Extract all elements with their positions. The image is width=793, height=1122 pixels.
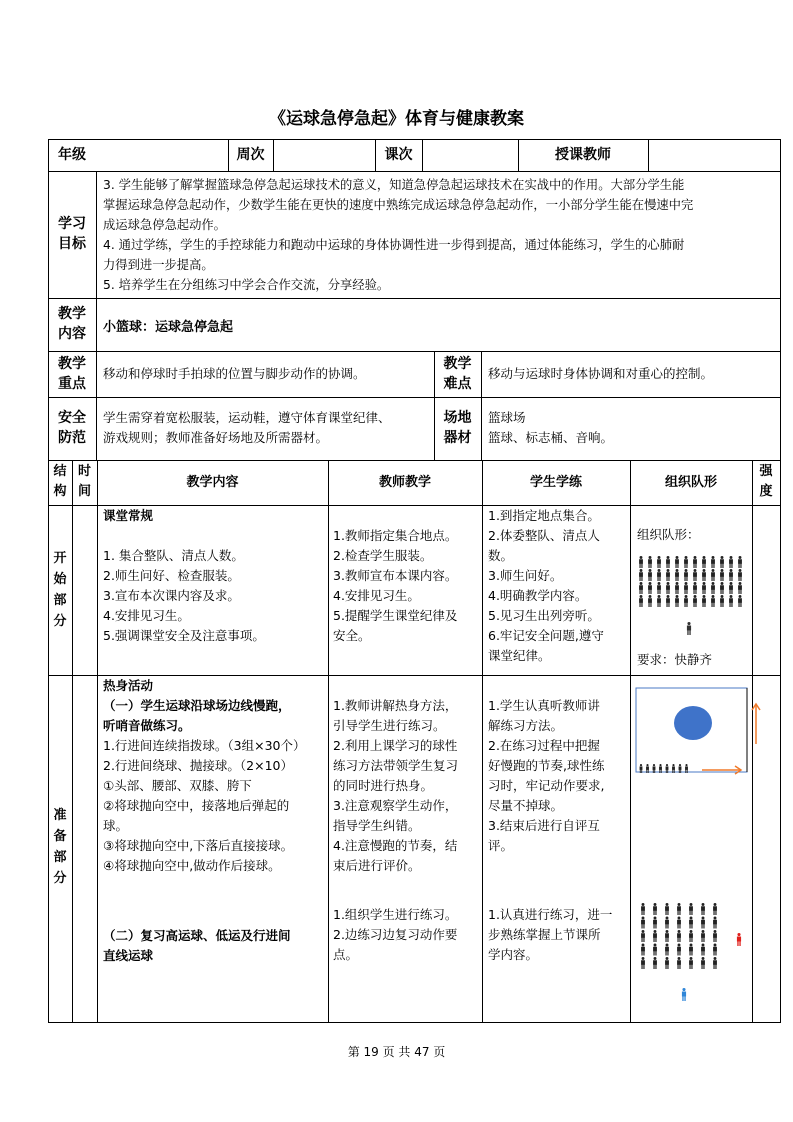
student-icon xyxy=(711,595,715,607)
objectives-label: 学习 目标 xyxy=(58,216,86,252)
safety-label: 安全 防范 xyxy=(58,410,86,446)
formation-header: 组织队形 xyxy=(664,474,717,490)
student-icon xyxy=(641,944,645,956)
student-icon xyxy=(711,556,715,568)
student-icon xyxy=(702,595,706,607)
review-formation-diagram xyxy=(637,903,749,1008)
start-content: 课堂常规 1. 集合整队、清点人数。 2.师生问好、检查服装。 3.宣布本次课内容及求。 4.安排见习生。 5.强调课堂安全及注意事项。 xyxy=(103,508,265,643)
structure-header: 结 构 xyxy=(53,464,67,499)
prep-student-1: 1.学生认真听教师讲 解练习方法。 2.在练习过程中把握 好慢跑的节奏,球性练 习时，牢记动作要求, 尽量不掉球。 3.结束后进行自评互 评。 xyxy=(488,698,605,853)
center-circle xyxy=(674,706,712,740)
student-icon xyxy=(665,930,669,942)
student-icon xyxy=(648,569,652,581)
prep-teacher-1: 1.教师讲解热身方法， 引导学生进行练习。 2.利用上课学习的球性 练习方法带领学生复习 的同时进行热身。 3.注意观察学生动作， 指导学生纠错。 4.注意慢跑的节奏，结 束后进行评价。 xyxy=(333,698,459,873)
week-label: 周次 xyxy=(236,147,265,163)
student-icon xyxy=(689,930,693,942)
student-icon xyxy=(639,595,643,607)
student-icon xyxy=(666,582,670,594)
student-icon xyxy=(641,930,645,942)
venue-label: 场地 器材 xyxy=(443,410,472,446)
student-icon xyxy=(738,556,742,568)
student-icon xyxy=(677,903,681,915)
student-icon xyxy=(720,582,724,594)
student-icon xyxy=(677,917,681,929)
student-icon xyxy=(675,569,679,581)
student-icon xyxy=(648,582,652,594)
student-icon xyxy=(729,556,733,568)
student-icon xyxy=(641,903,645,915)
student-icon xyxy=(684,582,688,594)
student-icon xyxy=(702,569,706,581)
student-icon xyxy=(701,944,705,956)
intensity-header: 强 度 xyxy=(759,464,773,499)
difficulty-label: 教学 难点 xyxy=(443,356,472,392)
student-icon xyxy=(657,582,661,594)
student-icon xyxy=(684,569,688,581)
time-header: 时 间 xyxy=(77,464,91,499)
formation-requirement: 要求：快静齐 xyxy=(637,652,713,667)
student-icon xyxy=(684,556,688,568)
student-icon xyxy=(701,957,705,969)
student-icon xyxy=(653,930,657,942)
content-label: 教学 内容 xyxy=(58,306,86,342)
student-icon xyxy=(701,930,705,942)
student-icon xyxy=(693,569,697,581)
key-points-value: 移动和停球时手拍球的位置与脚步动作的协调。 xyxy=(103,366,366,381)
student-icon xyxy=(738,595,742,607)
prep-section-label: 准 备 部 分 xyxy=(53,808,67,886)
student-icon xyxy=(641,917,645,929)
student-icon xyxy=(666,595,670,607)
teacher-icon xyxy=(687,622,691,635)
court-diagram xyxy=(634,682,780,782)
student-icon xyxy=(702,582,706,594)
student-icon xyxy=(653,903,657,915)
prep-student-2: 1.认真进行练习，进一 步熟练掌握上节课所 学内容。 xyxy=(488,907,613,962)
student-icon xyxy=(657,569,661,581)
student-icon xyxy=(693,556,697,568)
student-icon xyxy=(713,957,717,969)
student-icon xyxy=(677,944,681,956)
venue-text: 篮球场 篮球、标志桶、音响。 xyxy=(488,410,614,445)
student-icon xyxy=(665,944,669,956)
student-icon xyxy=(729,582,733,594)
student-icon xyxy=(657,556,661,568)
student-icon xyxy=(693,582,697,594)
student-icon xyxy=(639,556,643,568)
student-icon xyxy=(648,556,652,568)
student-icon xyxy=(675,556,679,568)
student-icon xyxy=(713,944,717,956)
key-points-label: 教学 重点 xyxy=(58,356,86,392)
teacher-header: 教师教学 xyxy=(378,474,431,490)
student-header: 学生学练 xyxy=(529,474,582,490)
student-icon xyxy=(675,582,679,594)
start-section-label: 开 始 部 分 xyxy=(53,551,67,629)
student-icon xyxy=(689,944,693,956)
student-icon xyxy=(689,957,693,969)
start-formation-diagram xyxy=(637,556,749,648)
student-icon xyxy=(702,556,706,568)
student-icon xyxy=(689,917,693,929)
student-icon xyxy=(653,944,657,956)
grade-label: 年级 xyxy=(58,147,86,163)
review-title: （二）复习高运球、低运及行进间 直线运球 xyxy=(103,928,291,963)
page-title: 《运球急停急起》体育与健康教案 xyxy=(269,109,524,129)
student-icon xyxy=(720,595,724,607)
student-icon xyxy=(689,903,693,915)
student-icon xyxy=(639,569,643,581)
student-icon xyxy=(677,957,681,969)
student-icon xyxy=(729,595,733,607)
start-teacher: 1.教师指定集合地点。 2.检查学生服装。 3.教师宣布本课内容。 4.安排见习生。 5.提醒学生课堂纪律及 安全。 xyxy=(333,528,458,643)
prep-content: 热身活动 （一）学生运球沿球场边线慢跑， 听哨音做练习。 1.行进间连续指拨球。（3组×30个） 2.行进间绕球、抛接球。（2×10） ①头部、腰部、双膝、胯下 ②将球抛向空中，接落地后弹起的 球。 ③将球抛向空中,下落后直接接球。 ④将球抛向空中,做动作后接球。 xyxy=(103,678,306,873)
safety-text: 学生需穿着宽松服装，运动鞋，遵守体育课堂纪律、 游戏规则；教师准备好场地及所需器材。 xyxy=(103,410,391,445)
student-icon xyxy=(693,595,697,607)
student-icon xyxy=(641,957,645,969)
student-icon xyxy=(657,595,661,607)
start-student: 1.到指定地点集合。 2.体委整队、清点人 数。 3.师生问好。 4.明确教学内容。 5.见习生出列旁听。 6.牢记安全问题,遵守 课堂纪律。 xyxy=(488,508,604,663)
prep-teacher-2: 1.组织学生进行练习。 2.边练习边复习动作要 点。 xyxy=(333,907,458,962)
content-value: 小篮球：运球急停急起 xyxy=(103,320,234,335)
student-icon xyxy=(684,595,688,607)
teacher-label: 授课教师 xyxy=(555,147,611,163)
student-icon xyxy=(711,582,715,594)
student-icon xyxy=(653,917,657,929)
student-icon xyxy=(738,582,742,594)
student-icon xyxy=(665,917,669,929)
student-icon xyxy=(713,930,717,942)
difficulty-value: 移动与运球时身体协调和对重心的控制。 xyxy=(488,366,714,381)
student-icon xyxy=(677,930,681,942)
page-footer: 第 19 页 共 47 页 xyxy=(347,1045,446,1059)
student-icon xyxy=(648,595,652,607)
student-icon xyxy=(720,569,724,581)
formation-label: 组织队形： xyxy=(637,527,700,542)
content-header: 教学内容 xyxy=(186,474,239,490)
student-icon xyxy=(701,917,705,929)
student-icon xyxy=(653,957,657,969)
lesson-label: 课次 xyxy=(384,147,413,163)
teacher-blue-icon xyxy=(682,988,686,1001)
student-icon xyxy=(665,957,669,969)
student-icon xyxy=(738,569,742,581)
student-icon xyxy=(665,903,669,915)
student-icon xyxy=(639,582,643,594)
student-icon xyxy=(713,917,717,929)
student-icon xyxy=(729,569,733,581)
objectives-text: 3. 学生能够了解掌握篮球急停急起运球技术的意义，知道急停急起运球技术在实战中的作用。大部分学生能 掌握运球急停急起动作，少数学生能在更快的速度中熟练完成运球急停急起动作，一小部分学生能在慢速中完 成运球急停急起动作。 4. 通过学练，学生的手控球能力和跑动中运球的身体协调性进一步得到提高，通过体能练习，学生的心肺耐 力得到进一步提高。 5. 培养学生在分组练习中学会合作交流，分享经验。 xyxy=(103,178,694,292)
student-icon xyxy=(666,556,670,568)
student-icon xyxy=(675,595,679,607)
instructor-red-icon xyxy=(737,933,741,946)
student-icon xyxy=(701,903,705,915)
student-icon xyxy=(713,903,717,915)
student-icon xyxy=(720,556,724,568)
student-icon xyxy=(711,569,715,581)
student-icon xyxy=(666,569,670,581)
